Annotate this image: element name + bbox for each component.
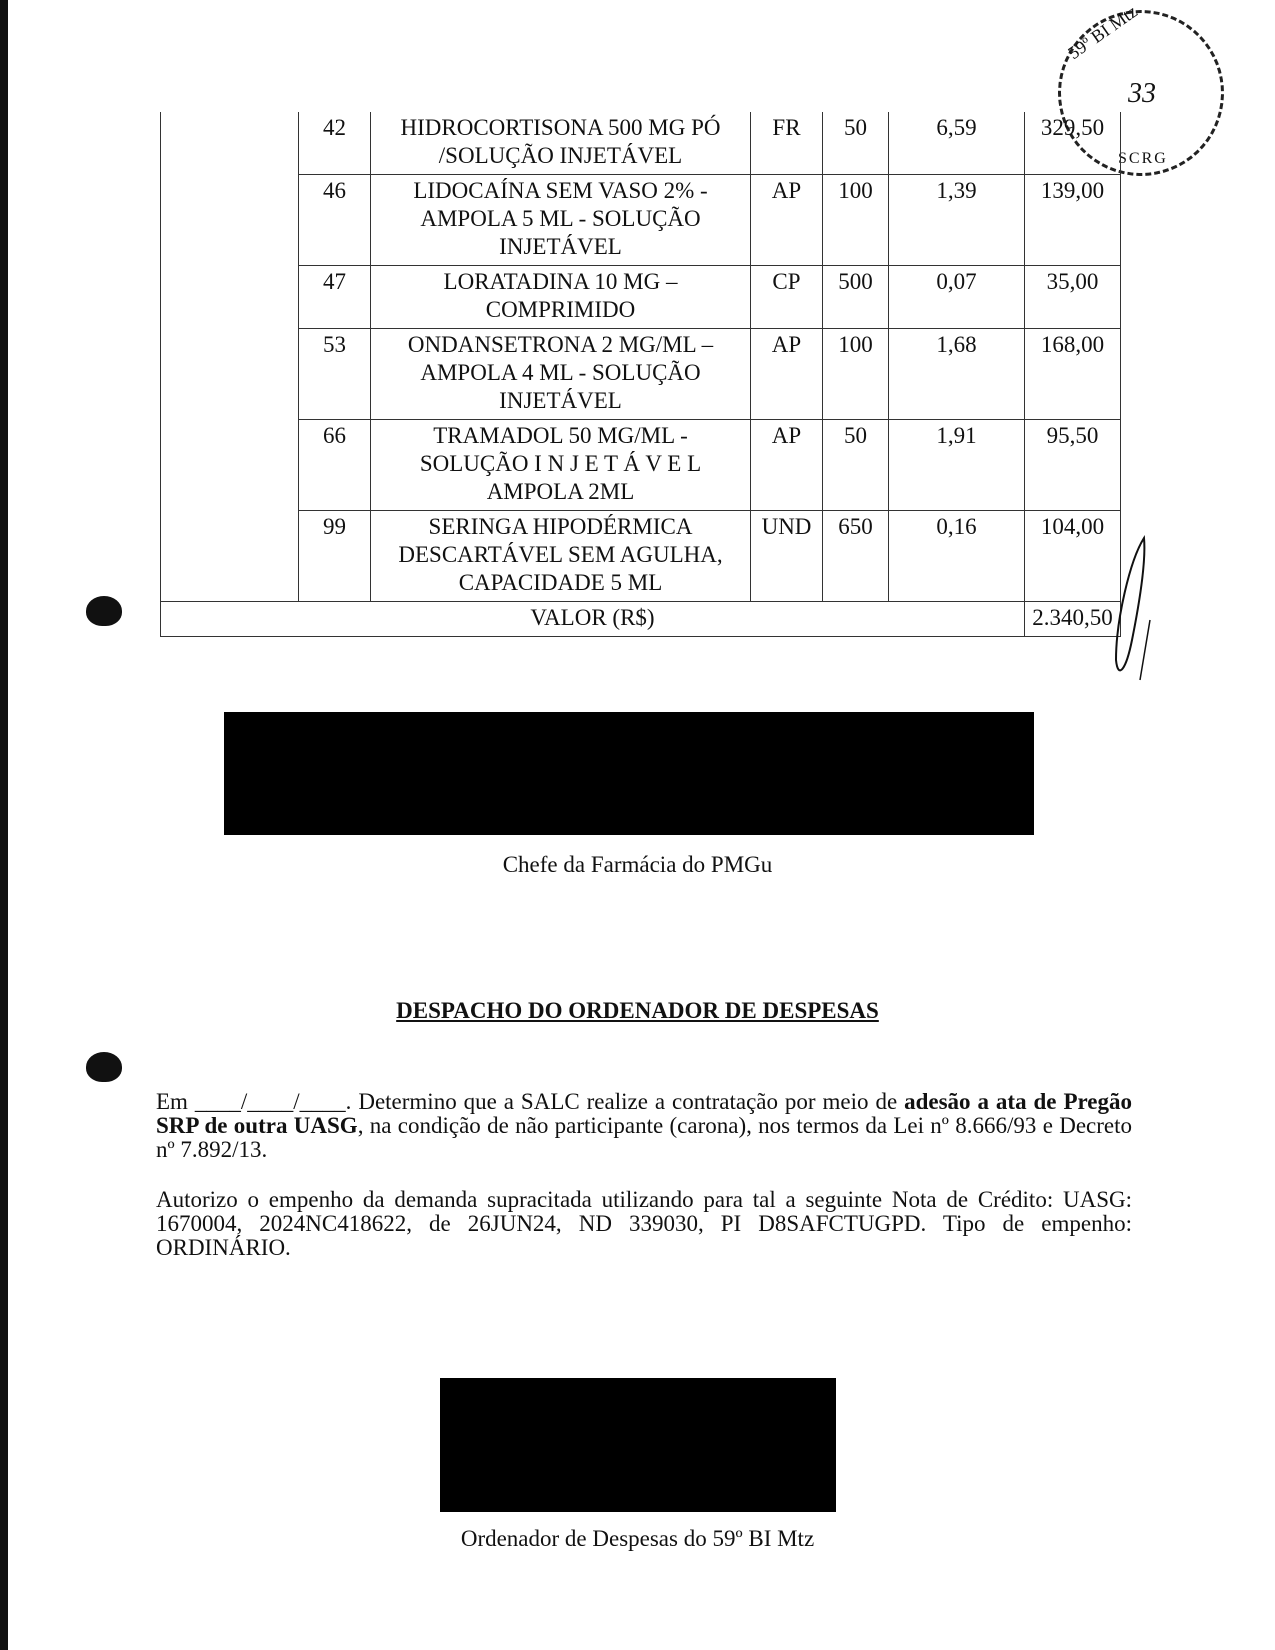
item-number: 46 (299, 175, 371, 266)
dispatch-paragraph-1 (156, 1090, 1132, 1162)
item-total: 104,00 (1025, 511, 1121, 602)
p1-bold: adesão a ata de Pregão SRP de outra UASG (156, 1089, 1132, 1138)
description-line: TRAMADOL 50 MG/ML - (433, 423, 688, 448)
item-unit: AP (751, 329, 823, 420)
item-total: 139,00 (1025, 175, 1121, 266)
item-total: 95,50 (1025, 420, 1121, 511)
description-line: HIDROCORTISONA 500 MG PÓ (400, 115, 721, 140)
item-number: 47 (299, 266, 371, 329)
item-quantity: 100 (823, 175, 889, 266)
description-line: AMPOLA 5 ML - SOLUÇÃO (420, 206, 701, 231)
item-quantity: 50 (823, 112, 889, 175)
item-unit: CP (751, 266, 823, 329)
item-unit-price: 1,91 (889, 420, 1025, 511)
stamp-code: SCRG (1118, 150, 1168, 167)
item-unit: AP (751, 175, 823, 266)
dispatch-paragraph-2: Autorizo o empenho da demanda supracitada utilizando para tal a seguinte Nota de Crédito: UASG: 1670004, 2024NC418622, de 26JUN24, ND 339030, PI D8SAFCTUGPD. Tipo de empenho: ORDINÁRIO. (156, 1187, 1132, 1260)
stamp-page-number: 33 (1128, 78, 1156, 109)
item-unit: UND (751, 511, 823, 602)
handwritten-initials (1110, 530, 1160, 690)
description-line: AMPOLA 2ML (486, 479, 635, 504)
signature-role: Chefe da Farmácia do PMGu (502, 852, 773, 877)
blank-cell (161, 175, 299, 266)
total-label: VALOR (R$) (161, 602, 1025, 637)
item-quantity: 650 (823, 511, 889, 602)
table-row (161, 175, 1121, 266)
item-unit-price: 6,59 (889, 112, 1025, 175)
item-quantity: 500 (823, 266, 889, 329)
dispatch-heading (0, 998, 1275, 1024)
item-unit-price: 0,07 (889, 266, 1025, 329)
table-row (161, 112, 1121, 175)
item-unit-price: 1,39 (889, 175, 1025, 266)
redacted-signature (224, 712, 1034, 835)
item-unit: FR (751, 112, 823, 175)
item-total: 35,00 (1025, 266, 1121, 329)
item-unit-price: 0,16 (889, 511, 1025, 602)
blank-cell (161, 511, 299, 602)
description-line: CAPACIDADE 5 ML (458, 570, 663, 595)
table-row (161, 511, 1121, 602)
blank-cell (161, 112, 299, 175)
blank-cell (161, 420, 299, 511)
redacted-signature (440, 1378, 836, 1512)
p1-text: Em ____/____/____. Determino que a SALC realize a contratação por meio de (156, 1089, 905, 1114)
description-line: INJETÁVEL (499, 388, 622, 413)
item-quantity: 50 (823, 420, 889, 511)
blank-cell (161, 266, 299, 329)
item-number: 42 (299, 112, 371, 175)
item-quantity: 100 (823, 329, 889, 420)
table-row (161, 266, 1121, 329)
dispatch-heading-text: DESPACHO DO ORDENADOR DE DESPESAS (396, 998, 879, 1023)
item-unit-price: 1,68 (889, 329, 1025, 420)
item-description (371, 175, 751, 266)
item-description (371, 266, 751, 329)
item-number: 99 (299, 511, 371, 602)
stamp-text: 59º BI Mtz (1064, 1, 1141, 64)
item-total: 329,50 (1025, 112, 1121, 175)
scan-binding-edge (0, 0, 8, 1650)
item-number: 53 (299, 329, 371, 420)
item-description (371, 511, 751, 602)
description-line: /SOLUÇÃO INJETÁVEL (438, 143, 683, 168)
item-description (371, 420, 751, 511)
item-total: 168,00 (1025, 329, 1121, 420)
item-unit: AP (751, 420, 823, 511)
item-description (371, 329, 751, 420)
p1-text-end: , na condição de não participante (carona), nos termos da Lei nº 8.666/93 e Decreto nº 7.892/13. (156, 1113, 1133, 1162)
description-line: LORATADINA 10 MG – (443, 269, 678, 294)
description-line: SOLUÇÃO I N J E T Á V E L (419, 451, 702, 476)
description-line: AMPOLA 4 ML - SOLUÇÃO (420, 360, 701, 385)
description-line: SERINGA HIPODÉRMICA (428, 514, 693, 539)
items-table (160, 112, 1121, 637)
item-description (371, 112, 751, 175)
table-row (161, 420, 1121, 511)
description-line: DESCARTÁVEL SEM AGULHA, (398, 542, 723, 567)
description-line: ONDANSETRONA 2 MG/ML – (407, 332, 714, 357)
table-row (161, 329, 1121, 420)
item-number: 66 (299, 420, 371, 511)
description-line: LIDOCAÍNA SEM VASO 2% - (413, 178, 708, 203)
punch-hole (86, 596, 122, 626)
punch-hole (86, 1052, 122, 1082)
total-value: 2.340,50 (1025, 602, 1121, 637)
description-line: INJETÁVEL (499, 234, 622, 259)
signature-role: Ordenador de Despesas do 59º BI Mtz (460, 1526, 815, 1551)
total-row (161, 602, 1121, 637)
blank-cell (161, 329, 299, 420)
description-line: COMPRIMIDO (485, 297, 636, 322)
